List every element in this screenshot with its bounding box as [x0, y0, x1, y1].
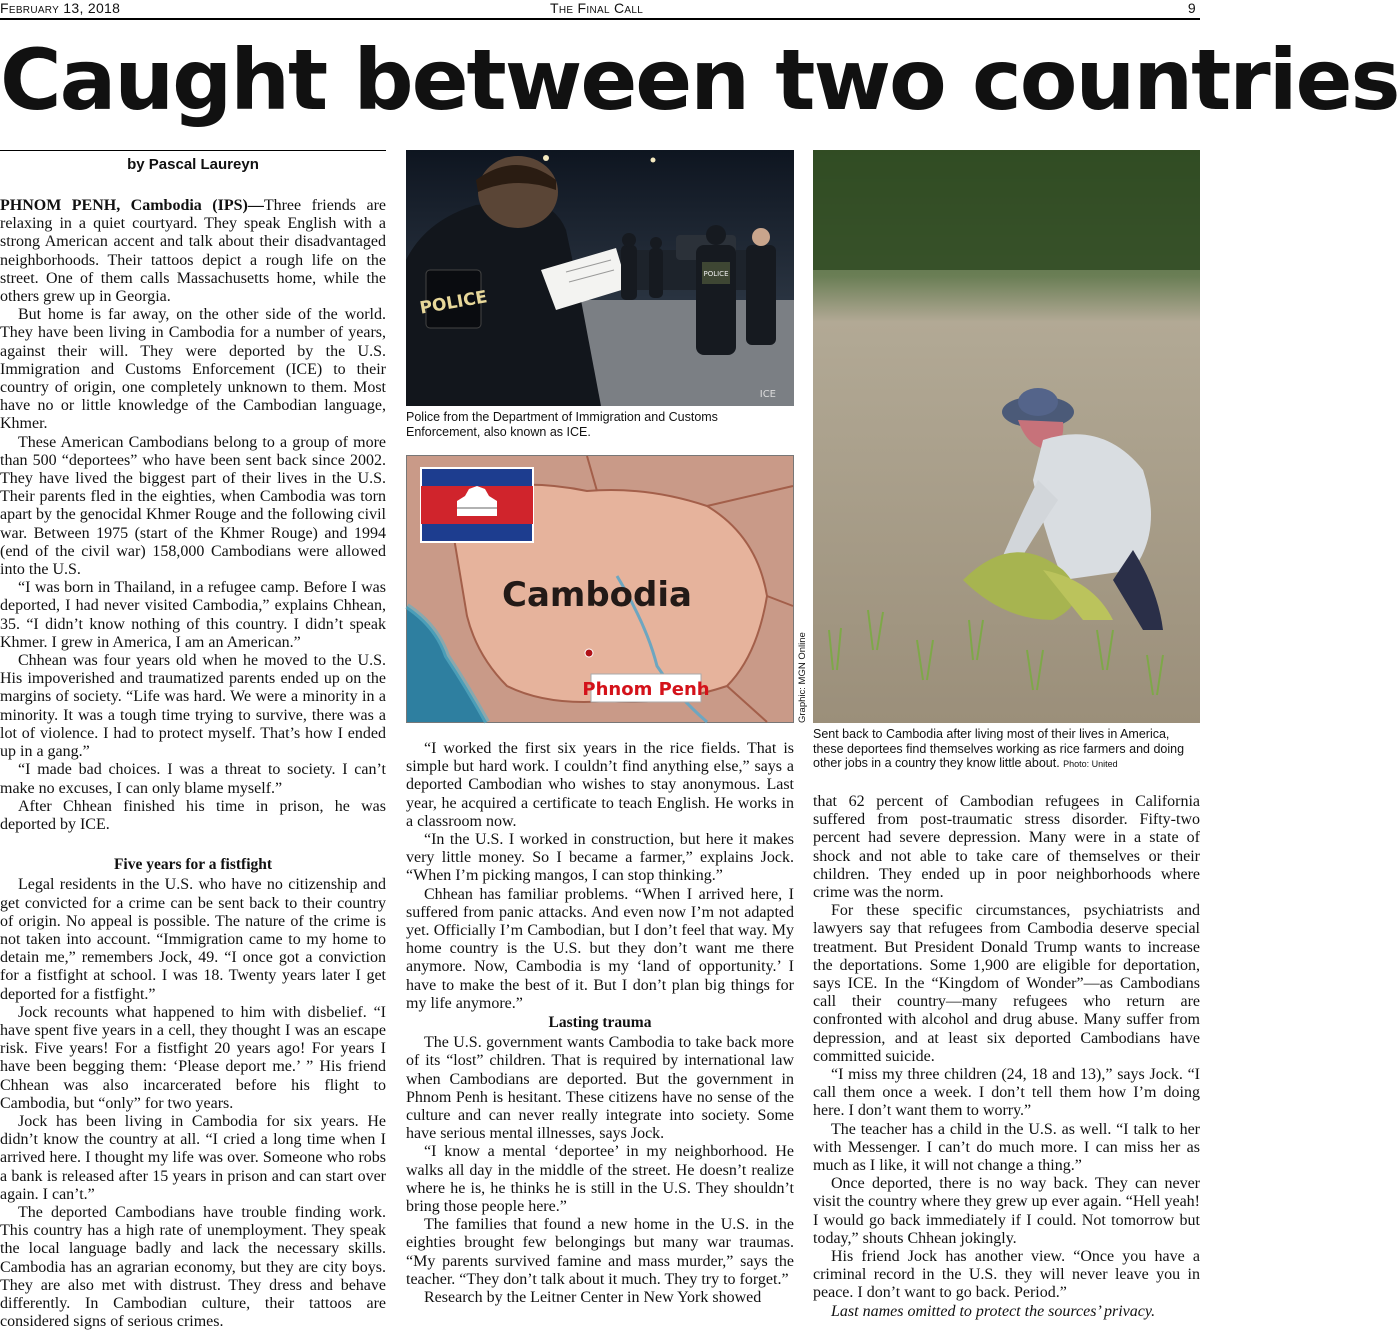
ice-watermark: ICE	[759, 389, 776, 400]
rice-farmer-photo-image	[813, 150, 1200, 723]
photo-credit: Photo: United	[1063, 759, 1118, 769]
paragraph: His friend Jock has another view. “Once you have a criminal record in the U.S. they will never leave you in peace. I don’t want to go back. Period.”	[813, 1248, 1200, 1302]
paragraph: The teacher has a child in the U.S. as well. “I talk to her with Messenger. I can’t do much more. I can miss her as much as I like, it will not change a thing.”	[813, 1120, 1200, 1175]
map-country-label: Cambodia	[502, 575, 692, 615]
byline-rule	[0, 150, 386, 151]
paragraph: Jock has been living in Cambodia for six years. He didn’t know the country at all. “I cried a long time when I arrived here. I thought my life was over. Someone who robs a bank is released after 15 years in prison and can start over again. I can’t.”	[0, 1112, 386, 1203]
paragraph: For these specific circumstances, psychiatrists and lawyers say that refugees from Cambodia deserve special treatment. But President Donald Trump wants to increase the deportations. Some 1,900 are eligible for deportation, says ICE. In the “Kingdom of Wonder”—as Cambodians call their country—many refugees who return are confronted with alcohol and drug abuse. Many suffer from depression, and at least six deported Cambodians have committed suicide.	[813, 902, 1200, 1065]
vest-text: POLICE	[418, 287, 489, 319]
paragraph: “I know a mental ‘deportee’ in my neighborhood. He walks all day in the middle of the street. He doesn’t realize where he is, he thinks he is still in the U.S. They shouldn’t bring those people here.”	[406, 1143, 794, 1216]
paragraph: But home is far away, on the other side of the world. They have been living in Cambodia for a number of years, against their will. They were deported by the U.S. Immigration and Customs Enforcement (ICE) to their country of origin, one completely unknown to them. Most have no or little knowledge of the Cambodian language, Khmer.	[0, 306, 386, 433]
page-number: 9	[1187, 0, 1196, 16]
map-credit: Graphic: MGN Online	[797, 632, 808, 723]
paragraph: Three friends are relaxing in a quiet courtyard. They speak English with a strong American accent and talk about their disadvantaged neighborhoods. Their tattoos depict a rough life on the street. One of them calls Massachusetts home, while the others grew up in Georgia.	[0, 197, 387, 306]
paragraph: “In the U.S. I worked in construction, but here it makes very little money. So I became a farmer,” explains Jock. “When I’m picking mangos, I can stop thinking.”	[406, 831, 794, 885]
lead-paragraph	[0, 197, 386, 306]
subhead: Lasting trauma	[548, 1014, 652, 1032]
paragraph: After Chhean finished his time in prison, he was deported by ICE.	[0, 797, 386, 833]
paragraph: Chhean was four years old when he moved to the U.S. His impoverished and traumatized parents ended up on the margins of society. “Life was hard. We were a minority in a minority. It was a tough time trying to survive, there was a lot of violence. I had to protect myself. That’s how I ended up in a gang.”	[0, 652, 386, 761]
paragraph: Legal residents in the U.S. who have no citizenship and get convicted for a crime can be sent back to their country of origin. No appeal is possible. The nature of the crime is not taken into account. “Immigration came to my home to detain me,” remembers Jock, 49. “I once got a conviction for a fistfight at school. I was 18. Twenty years later I get deported for a fistfight.”	[0, 876, 386, 1003]
paragraph: The families that found a new home in the U.S. in the eighties brought few belongings but many war traumas. “My parents survived famine and mass murder,” says the teacher. “They don’t talk about it much. They try to forget.”	[406, 1216, 794, 1288]
paragraph: These American Cambodians belong to a group of more than 500 “deportees” who have been sent back since 2002. They have lived the biggest part of their lives in the U.S. Their parents fled in the eighties, when Cambodia was torn apart by the genocidal Khmer Rouge and the following civil war. Between 1975 (start of the Khmer Rouge) and 1994 (end of the civil war) 158,000 Cambodians were allowed into the U.S.	[0, 433, 386, 579]
map-city-label: Phnom Penh	[582, 679, 710, 700]
issue-date: February 13, 2018	[0, 0, 121, 16]
vest-text-2: POLICE	[703, 270, 729, 278]
paper-name: The Final Call	[550, 0, 644, 16]
paragraph: Once deported, there is no way back. They can never visit the country where they grew up ever again. “Hell yeah! I would go back immediately if I could. Not tomorrow but today,” shouts Chhean jokingly.	[813, 1175, 1200, 1247]
paragraph: Research by the Leitner Center in New York showed	[424, 1289, 762, 1307]
paragraph: Jock recounts what happened to him with disbelief. “I have spent five years in a cell, they thought I was an escape risk. Five years! For a fistfight 20 years ago! For years I have been begging them: ‘Please deport me.’ ” His friend Chhean was also incarcerated before his flight to Cambodia, but “only” for two years.	[0, 1003, 386, 1112]
headline: Caught between two countries	[0, 31, 1398, 129]
paragraph: Chhean has familiar problems. “When I arrived here, I suffered from panic attacks. And even now I’m not adapted yet. Officially I’m Cambodian, but I don’t feel that way. My home country is the U.S. but they don’t want me there anymore. Now, Cambodia is my ‘land of opportunity.’ I have to make the best of it. But I don’t plan big things for my life anymore.”	[406, 885, 794, 1012]
subhead: Five years for a fistfight	[113, 856, 273, 874]
paragraph: “I miss my three children (24, 18 and 13),” says Jock. “I call them once a week. I don’t tell them how I’m doing here. I don’t want them to worry.”	[813, 1066, 1200, 1120]
paragraph: “I worked the first six years in the rice fields. That is simple but hard work. I couldn’t find anything else,” says a deported Cambodian who wishes to stay anonymous. Last year, he acquired a certificate to teach English. He works in a classroom now.	[406, 740, 794, 830]
dateline: PHNOM PENH, Cambodia (IPS)—	[0, 197, 264, 214]
paragraph: The deported Cambodians have trouble finding work. This country has a high rate of unemployment. They speak the local language badly and lack the necessary skills. Cambodia has an agrarian economy, but they are city boys. They are also met with distrust. They dress and behave differently. In Cambodian culture, their tattoos are considered signs of serious crimes.	[0, 1203, 386, 1331]
endnote: Last names omitted to protect the sources’ privacy.	[831, 1302, 1156, 1320]
caption-text: Sent back to Cambodia after living most of their lives in America, these deportees find themselves working as rice farmers and doing other jobs in a country they know little about.	[813, 727, 1185, 770]
byline: by Pascal Laureyn	[127, 156, 259, 173]
police-photo-caption: Police from the Department of Immigration and Customs Enforcement, also known as ICE.	[406, 410, 718, 439]
paragraph: “I made bad choices. I was a threat to society. I can’t make no excuses, I can only blame myself.”	[0, 761, 386, 797]
paragraph: that 62 percent of Cambodian refugees in California suffered from post-traumatic stress disorder. Fifty-two percent had severe depression. Many were in a state of shock and not able to take care of themselves or their children. They ended up in poor neighborhoods where crime was the norm.	[813, 793, 1200, 902]
article-column-3	[813, 793, 1200, 1320]
police-photo	[406, 150, 794, 406]
cambodia-map-image	[407, 456, 793, 722]
rice-farmer-photo	[813, 150, 1200, 723]
masthead	[0, 0, 1200, 20]
rice-farmer-caption	[813, 727, 1200, 772]
cambodia-map	[406, 455, 794, 723]
police-photo-image	[406, 150, 794, 406]
paragraph: “I was born in Thailand, in a refugee camp. Before I was deported, I had never visited Cambodia,” explains Chhean, 35. “I didn’t know nothing of this country. I didn’t speak Khmer. I grew in America, I am an American.”	[0, 579, 386, 651]
paragraph: The U.S. government wants Cambodia to take back more of its “lost” children. That is required by international law when Cambodians are deported. But the government in Phnom Penh is hesitant. These citizens have no sense of the culture and can never really integrate into society. Some have serious mental illnesses, says Jock.	[406, 1034, 794, 1143]
article-column-1	[0, 197, 387, 1331]
article-column-2	[406, 740, 794, 1307]
